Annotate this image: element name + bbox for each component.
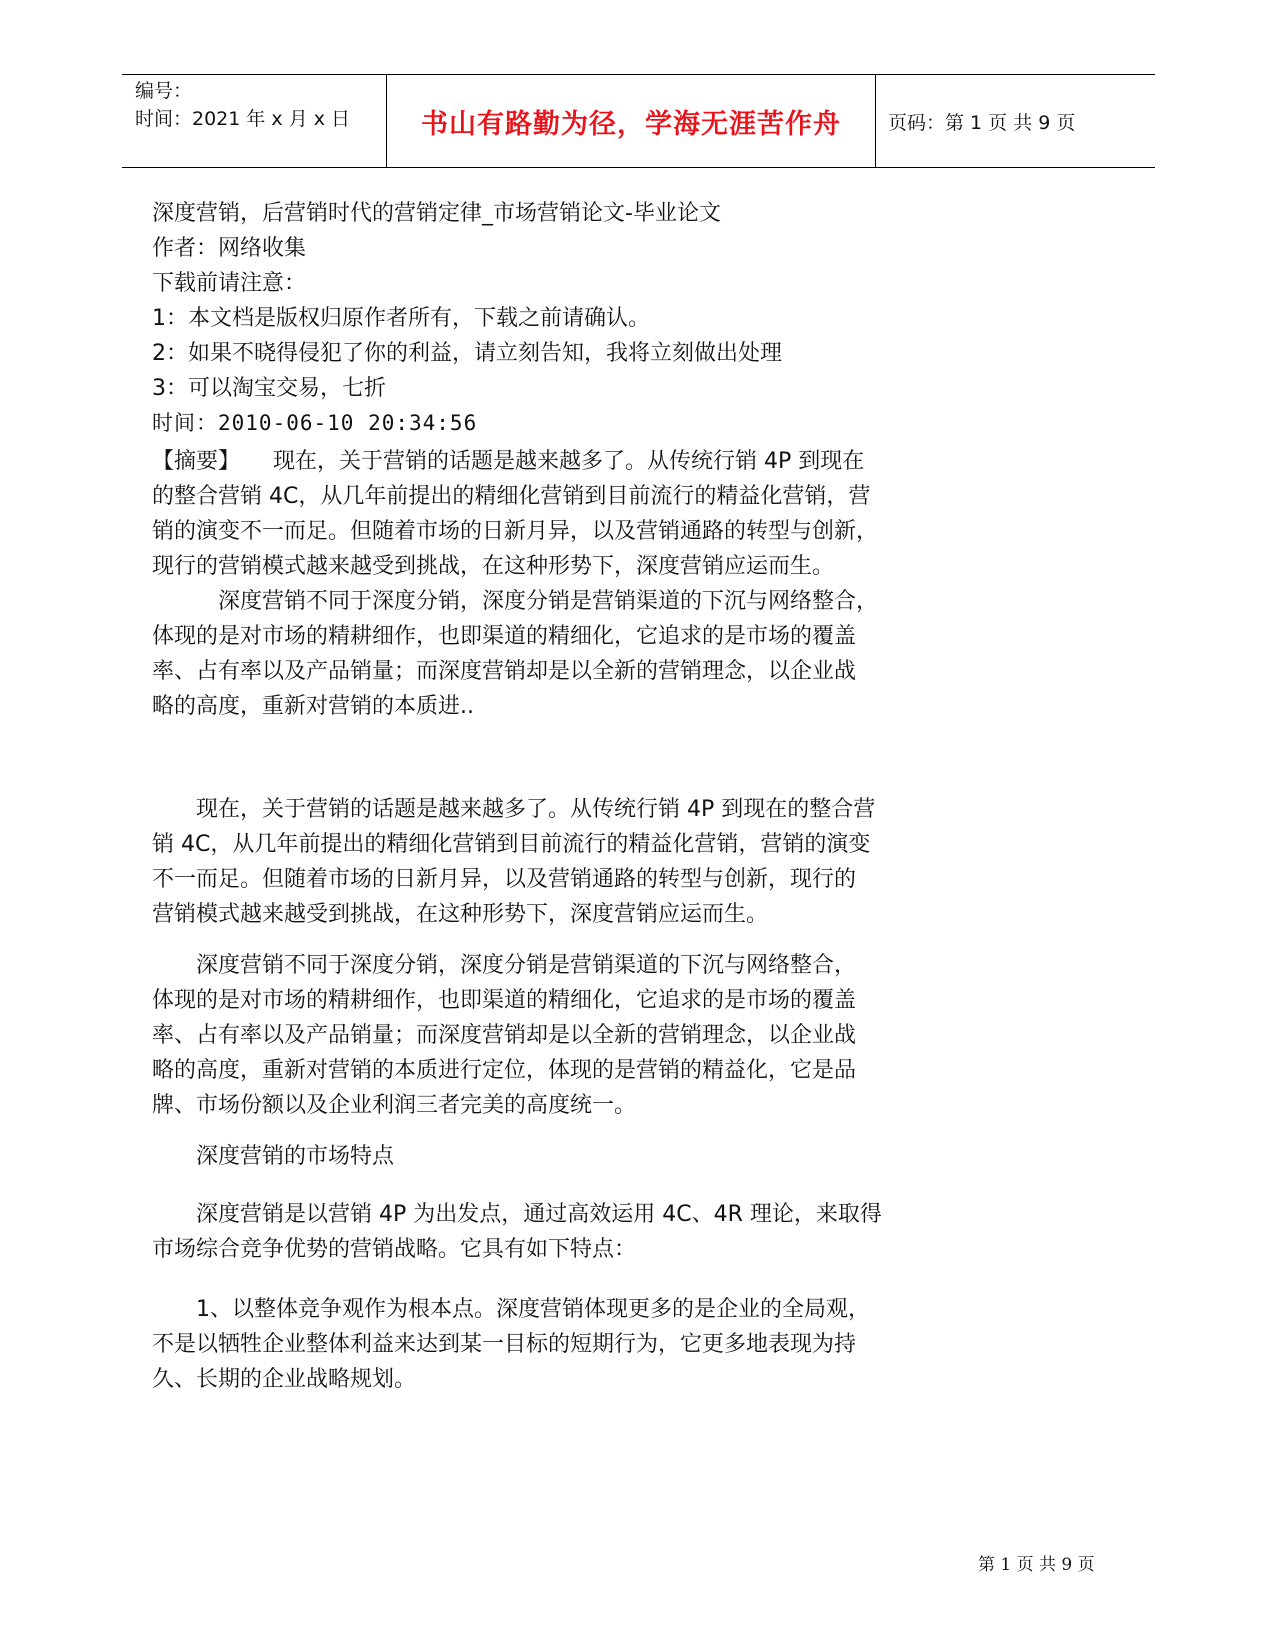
body-line: 体现的是对市场的精耕细作，也即渠道的精细化，它追求的是市场的覆盖 [152, 988, 857, 1013]
author: 作者：网络收集 [152, 236, 307, 261]
body-line: 深度营销不同于深度分销，深度分销是营销渠道的下沉与网络整合， [152, 953, 857, 978]
document-meta [152, 196, 992, 441]
section-heading [152, 1139, 964, 1174]
notice-2: 2：如果不晓得侵犯了你的利益，请立刻告知，我将立刻做出处理 [152, 341, 782, 366]
body-paragraph-4 [152, 1292, 964, 1397]
motto: 书山有路勤为径，学海无涯苦作舟 [421, 108, 841, 140]
header-table [122, 74, 1155, 168]
body-paragraph-1 [152, 792, 964, 932]
body-line: 销 4C，从几年前提出的精细化营销到目前流行的精益化营销，营销的演变 [152, 832, 871, 857]
header-motto-cell [387, 75, 876, 167]
abstract-line: 深度营销不同于深度分销，深度分销是营销渠道的下沉与网络整合， [152, 589, 879, 614]
number-label: 编号： [135, 80, 193, 102]
abstract-line: 销的演变不一而足。但随着市场的日新月异，以及营销通路的转型与创新， [152, 519, 879, 544]
abstract [152, 444, 964, 724]
header-page-cell [876, 75, 1155, 167]
notice-1: 1：本文档是版权归原作者所有，下载之前请确认。 [152, 306, 650, 331]
body-line: 营销模式越来越受到挑战，在这种形势下，深度营销应运而生。 [152, 902, 769, 927]
body-line: 率、占有率以及产品销量；而深度营销却是以全新的营销理念，以企业战 [152, 1023, 857, 1048]
notice-title: 下载前请注意： [152, 271, 307, 296]
body-line: 略的高度，重新对营销的本质进行定位，体现的是营销的精益化，它是品 [152, 1058, 857, 1083]
abstract-line: 略的高度，重新对营销的本质进.. [152, 694, 474, 719]
body-line: 不是以牺牲企业整体利益来达到某一目标的短期行为，它更多地表现为持 [152, 1332, 857, 1357]
body-line: 1、以整体竞争观作为根本点。深度营销体现更多的是企业的全局观， [152, 1297, 870, 1322]
abstract-line: 【摘要】 现在，关于营销的话题是越来越多了。从传统行销 4P 到现在 [152, 449, 865, 474]
body-line: 现在，关于营销的话题是越来越多了。从传统行销 4P 到现在的整合营 [152, 797, 876, 822]
body-line: 久、长期的企业战略规划。 [152, 1367, 417, 1392]
abstract-line: 率、占有率以及产品销量；而深度营销却是以全新的营销理念，以企业战 [152, 659, 857, 684]
notice-3: 3：可以淘宝交易，七折 [152, 376, 386, 401]
document-title: 深度营销，后营销时代的营销定律_市场营销论文-毕业论文 [152, 201, 721, 226]
abstract-line: 现行的营销模式越来越受到挑战，在这种形势下，深度营销应运而生。 [152, 554, 835, 579]
abstract-line: 的整合营销 4C，从几年前提出的精细化营销到目前流行的精益化营销，营 [152, 484, 871, 509]
abstract-line: 体现的是对市场的精耕细作，也即渠道的精细化，它追求的是市场的覆盖 [152, 624, 857, 649]
time-label: 时间：2021 年 x 月 x 日 [135, 108, 351, 130]
body-line: 深度营销是以营销 4P 为出发点，通过高效运用 4C、4R 理论，来取得 [152, 1202, 882, 1227]
page-info: 页码：第 1 页 共 9 页 [888, 111, 1076, 134]
header-left-cell [122, 75, 387, 167]
section-heading-text: 深度营销的市场特点 [152, 1144, 395, 1169]
body-paragraph-3 [152, 1197, 964, 1267]
body-paragraph-2 [152, 948, 964, 1123]
body-line: 不一而足。但随着市场的日新月异，以及营销通路的转型与创新，现行的 [152, 867, 857, 892]
body-line: 牌、市场份额以及企业利润三者完美的高度统一。 [152, 1093, 637, 1118]
body-line: 市场综合竞争优势的营销战略。它具有如下特点： [152, 1237, 637, 1262]
page-footer: 第 1 页 共 9 页 [978, 1555, 1095, 1575]
publish-time: 时间：2010-06-10 20:34:56 [152, 411, 478, 435]
